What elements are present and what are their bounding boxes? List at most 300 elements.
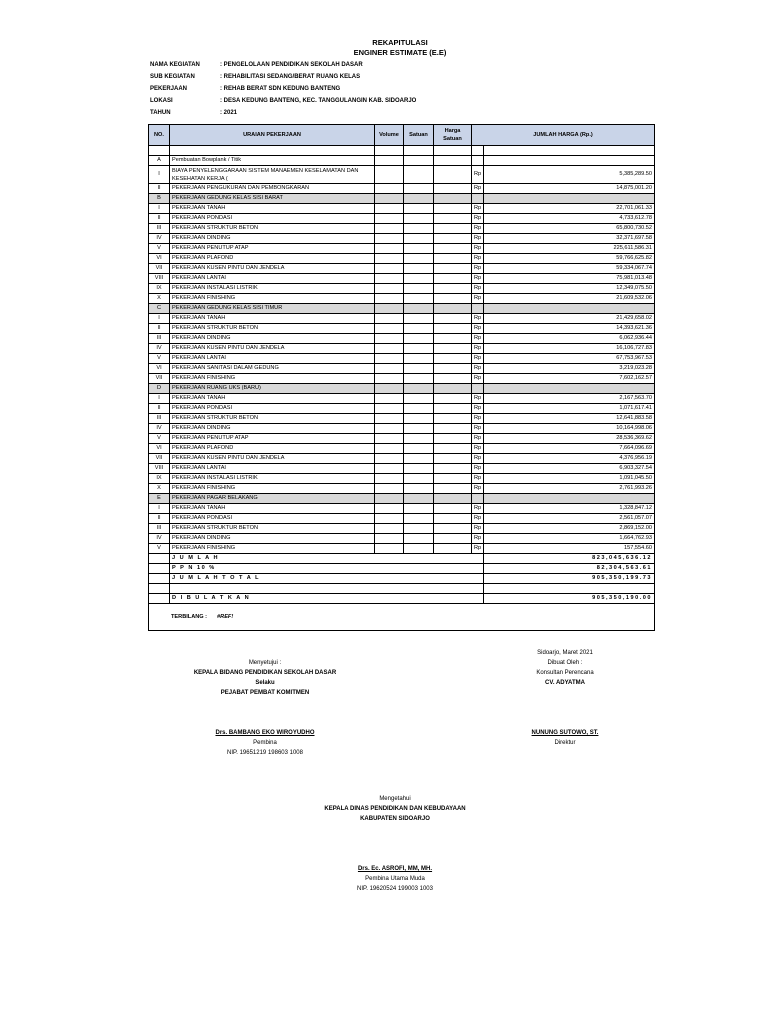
row-harga [434,544,472,554]
row-amount: 14,393,621.36 [484,324,655,334]
row-amount: 2,561,057.07 [484,514,655,524]
row-rp: Rp [472,514,484,524]
table-row [149,194,655,204]
row-satuan [404,204,434,214]
sig-left-line2: KEPALA BIDANG PENDIDIKAN SEKOLAH DASAR [193,670,337,676]
row-satuan [404,234,434,244]
row-label: PEKERJAAN PENUTUP ATAP [170,434,375,444]
blank-cell [170,584,484,594]
row-harga [434,444,472,454]
row-rp [472,194,484,204]
row-satuan [404,444,434,454]
row-label: PEKERJAAN GEDUNG KELAS SISI BARAT [170,194,375,204]
table-row [149,184,655,194]
row-rp: Rp [472,524,484,534]
row-satuan [404,264,434,274]
row-harga [434,424,472,434]
row-harga [434,394,472,404]
row-volume [375,454,404,464]
rekap-table [148,124,655,631]
row-volume [375,484,404,494]
row-amount: 7,664,096.69 [484,444,655,454]
table-header-row [149,125,655,146]
row-rp [472,384,484,394]
meta-row [150,110,237,116]
sig-bottom-line1: Mengetahui [379,796,411,802]
row-label: PEKERJAAN FINISHING [170,484,375,494]
sig-bottom-line2: KEPALA DINAS PENDIDIKAN DAN KEBUDAYAAN [324,806,466,812]
row-label: Pembuatan Bowplank / Titik [170,156,375,166]
row-amount: 2,167,563.70 [484,394,655,404]
sig-right-line2: Konsultan Perencana [536,670,594,676]
sig-right-line3: CV. ADYATMA [545,680,585,686]
summary-spacer [149,554,170,564]
row-satuan [404,156,434,166]
row-amount: 22,701,061.33 [484,204,655,214]
row-rp: Rp [472,274,484,284]
row-volume [375,304,404,314]
summary-amount: 823,045,636.12 [484,554,655,564]
document-title: REKAPITULASI [372,38,428,47]
row-label: PEKERJAAN TANAH [170,204,375,214]
row-amount: 6,062,936.44 [484,334,655,344]
meta-key: PEKERJAAN [150,86,188,92]
row-volume [375,544,404,554]
row-harga [434,166,472,184]
meta-row [150,74,360,80]
sig-left-line1: Menyetujui : [248,660,282,666]
row-label: PEKERJAAN PLAFOND [170,254,375,264]
row-rp: Rp [472,444,484,454]
row-volume [375,184,404,194]
meta-key: NAMA KEGIATAN [150,62,200,68]
row-harga [434,514,472,524]
row-no: I [149,314,170,324]
row-satuan [404,284,434,294]
row-amount [484,304,655,314]
row-volume [375,156,404,166]
row-no: D [149,384,170,394]
table-row [149,156,655,166]
table-row [149,294,655,304]
summary-row [149,564,655,574]
row-volume [375,394,404,404]
row-volume [375,294,404,304]
row-label: PEKERJAAN DINDING [170,534,375,544]
table-row [149,354,655,364]
table-row [149,374,655,384]
row-harga [434,314,472,324]
table-row [149,274,655,284]
row-no: II [149,184,170,194]
table-row [149,364,655,374]
row-volume [375,324,404,334]
row-satuan [404,514,434,524]
row-harga [434,344,472,354]
row-label: PEKERJAAN PAGAR BELAKANG [170,494,375,504]
row-volume [375,474,404,484]
summary-label: J U M L A H T O T A L [170,574,484,584]
row-amount: 6,903,327.54 [484,464,655,474]
row-rp: Rp [472,244,484,254]
meta-key: SUB KEGIATAN [150,74,195,80]
row-no: IX [149,284,170,294]
terbilang-row [149,604,655,631]
rounded-label: D I B U L A T K A N [170,594,484,604]
row-rp: Rp [472,364,484,374]
row-satuan [404,184,434,194]
row-rp: Rp [472,166,484,184]
row-satuan [404,294,434,304]
row-no: V [149,244,170,254]
row-no: VIII [149,274,170,284]
row-volume [375,254,404,264]
row-rp: Rp [472,204,484,214]
row-rp: Rp [472,374,484,384]
meta-value: : REHAB BERAT SDN KEDUNG BANTENG [220,86,341,92]
row-label: PEKERJAAN PONDASI [170,404,375,414]
row-satuan [404,314,434,324]
table-row [149,284,655,294]
row-rp: Rp [472,214,484,224]
row-rp: Rp [472,334,484,344]
sig-left-nip: NIP. 19651219 198603 1008 [227,750,303,756]
row-harga [434,324,472,334]
row-satuan [404,504,434,514]
row-harga [434,384,472,394]
row-rp: Rp [472,284,484,294]
row-harga [434,374,472,384]
row-no: X [149,294,170,304]
row-amount: 65,800,730.52 [484,224,655,234]
table-row [149,514,655,524]
row-no: IV [149,534,170,544]
row-volume [375,344,404,354]
summary-label: J U M L A H [170,554,484,564]
table-row [149,264,655,274]
row-volume [375,314,404,324]
row-volume [375,224,404,234]
summary-amount: 82,304,563.61 [484,564,655,574]
terbilang-cell [149,604,655,631]
row-amount: 12,349,075.50 [484,284,655,294]
row-label: PEKERJAAN TANAH [170,504,375,514]
row-amount: 157,554.60 [484,544,655,554]
row-label: PEKERJAAN STRUKTUR BETON [170,224,375,234]
table-row [149,414,655,424]
row-harga [434,414,472,424]
row-satuan [404,434,434,444]
header-harga: Harga Satuan [434,125,472,146]
row-label: PEKERJAAN TANAH [170,314,375,324]
row-harga [434,434,472,444]
row-no: VII [149,374,170,384]
row-amount: 32,371,697.58 [484,234,655,244]
table-row [149,314,655,324]
table-row [149,254,655,264]
row-harga [434,184,472,194]
row-volume [375,334,404,344]
row-amount: 1,328,847.12 [484,504,655,514]
table-row [149,166,655,184]
row-volume [375,364,404,374]
row-no: II [149,214,170,224]
row-rp: Rp [472,354,484,364]
row-amount [484,156,655,166]
row-volume [375,274,404,284]
row-satuan [404,464,434,474]
row-satuan [404,244,434,254]
table-row [149,464,655,474]
sig-right-name: NUNUNG SUTOWO, ST. [531,730,599,736]
sig-bottom-nip: NIP. 19620524 199003 1003 [357,886,433,892]
row-no: I [149,504,170,514]
row-volume [375,284,404,294]
summary-spacer [149,564,170,574]
row-label: PEKERJAAN DINDING [170,424,375,434]
table-row [149,324,655,334]
row-no: III [149,524,170,534]
row-satuan [404,544,434,554]
row-no: A [149,156,170,166]
row-volume [375,444,404,454]
table-row [149,494,655,504]
row-rp: Rp [472,394,484,404]
row-no: IX [149,474,170,484]
table-row [149,544,655,554]
row-volume [375,514,404,524]
spacer-row [149,146,655,156]
row-satuan [404,334,434,344]
row-label: PEKERJAAN PENUTUP ATAP [170,244,375,254]
row-volume [375,524,404,534]
row-rp [472,494,484,504]
row-satuan [404,524,434,534]
row-no: I [149,166,170,184]
row-amount: 14,875,001.20 [484,184,655,194]
row-harga [434,214,472,224]
row-no: VI [149,444,170,454]
row-label: PEKERJAAN LANTAI [170,274,375,284]
row-satuan [404,364,434,374]
signature-right [500,648,630,748]
row-no: III [149,334,170,344]
row-no: VII [149,264,170,274]
terbilang-value: #REF! [217,614,234,620]
row-satuan [404,194,434,204]
row-no: I [149,204,170,214]
row-satuan [404,424,434,434]
row-harga [434,194,472,204]
row-amount: 12,641,883.58 [484,414,655,424]
row-rp: Rp [472,324,484,334]
meta-value: : 2021 [220,110,238,116]
row-amount: 21,609,532.06 [484,294,655,304]
row-harga [434,354,472,364]
row-volume [375,434,404,444]
row-harga [434,254,472,264]
row-volume [375,194,404,204]
meta-value: : DESA KEDUNG BANTENG, KEC. TANGGULANGIN KAB. SIDOARJO [220,98,417,104]
row-harga [434,304,472,314]
row-satuan [404,484,434,494]
row-harga [434,294,472,304]
row-satuan [404,224,434,234]
row-label: PEKERJAAN STRUKTUR BETON [170,414,375,424]
row-harga [434,244,472,254]
signature-bottom [300,794,490,894]
sig-bottom-rank: Pembina Utama Muda [365,876,425,882]
row-no: VII [149,454,170,464]
row-harga [434,156,472,166]
summary-spacer [149,574,170,584]
table-row [149,474,655,484]
row-rp: Rp [472,474,484,484]
blank-cell [149,584,170,594]
summary-amount: 905,350,199.73 [484,574,655,584]
row-rp: Rp [472,414,484,424]
table-row [149,534,655,544]
blank-cell [484,584,655,594]
row-rp: Rp [472,314,484,324]
rounded-spacer [149,594,170,604]
meta-row [150,98,416,104]
row-rp: Rp [472,424,484,434]
header-volume: Volume [375,125,404,146]
row-label: PEKERJAAN KUSEN PINTU DAN JENDELA [170,454,375,464]
row-label: PEKERJAAN PENGUKURAN DAN PEMBONGKARAN [170,184,375,194]
row-amount: 5,385,289.50 [484,166,655,184]
row-volume [375,264,404,274]
sig-bottom-line3: KABUPATEN SIDOARJO [360,816,430,822]
row-label: PEKERJAAN SANITASI DALAM GEDUNG [170,364,375,374]
row-amount [484,194,655,204]
table-row [149,484,655,494]
row-label: PEKERJAAN TANAH [170,394,375,404]
table-row [149,424,655,434]
row-harga [434,464,472,474]
row-satuan [404,454,434,464]
row-no: IV [149,424,170,434]
row-volume [375,424,404,434]
row-satuan [404,494,434,504]
row-harga [434,474,472,484]
row-satuan [404,214,434,224]
row-rp: Rp [472,484,484,494]
row-satuan [404,414,434,424]
meta-value: : PENGELOLAAN PENDIDIKAN SEKOLAH DASAR [220,62,363,68]
row-volume [375,244,404,254]
row-no: B [149,194,170,204]
sig-left-rank: Pembina [253,740,277,746]
table-row [149,444,655,454]
sig-right-rank: Direktur [554,740,576,746]
table-row [149,224,655,234]
row-amount: 225,611,586.31 [484,244,655,254]
row-amount: 21,429,658.02 [484,314,655,324]
row-no: III [149,414,170,424]
header-uraian: URAIAN PEKERJAAN [170,125,375,146]
meta-row [150,86,340,92]
row-rp: Rp [472,434,484,444]
summary-row [149,554,655,564]
row-rp [472,156,484,166]
row-satuan [404,374,434,384]
row-harga [434,284,472,294]
row-rp: Rp [472,344,484,354]
row-rp: Rp [472,454,484,464]
row-label: PEKERJAAN STRUKTUR BETON [170,324,375,334]
row-volume [375,504,404,514]
header-satuan: Satuan [404,125,434,146]
row-satuan [404,166,434,184]
summary-label: P P N 10 % [170,564,484,574]
row-harga [434,364,472,374]
row-no: IV [149,234,170,244]
row-amount: 4,733,612.78 [484,214,655,224]
row-rp: Rp [472,464,484,474]
row-amount: 1,091,045.50 [484,474,655,484]
row-label: PEKERJAAN INSTALASI LISTRIK [170,474,375,484]
row-no: V [149,434,170,444]
row-label: BIAYA PENYELENGGARAAN SISTEM MANAEMEN KESELAMATAN DAN KESEHATAN KERJA ( [170,166,375,184]
row-no: II [149,324,170,334]
row-satuan [404,354,434,364]
meta-key: LOKASI [150,98,173,104]
meta-key: TAHUN [150,110,171,116]
row-amount: 2,761,993.26 [484,484,655,494]
row-no: C [149,304,170,314]
row-volume [375,234,404,244]
terbilang-label: TERBILANG : [171,614,208,620]
row-label: PEKERJAAN RUANG UKS (BARU) [170,384,375,394]
sig-right-line1: Dibuat Oleh : [547,660,583,666]
summary-row [149,574,655,584]
row-harga [434,404,472,414]
row-amount: 7,602,162.57 [484,374,655,384]
row-volume [375,204,404,214]
row-volume [375,404,404,414]
row-amount: 2,869,152.00 [484,524,655,534]
row-label: PEKERJAAN FINISHING [170,294,375,304]
table-row [149,214,655,224]
row-rp: Rp [472,184,484,194]
row-rp: Rp [472,504,484,514]
row-amount: 10,164,998.06 [484,424,655,434]
row-label: PEKERJAAN DINDING [170,334,375,344]
table-row [149,344,655,354]
blank-row [149,584,655,594]
row-harga [434,264,472,274]
row-no: III [149,224,170,234]
row-amount: 16,106,727.83 [484,344,655,354]
row-harga [434,524,472,534]
row-harga [434,454,472,464]
row-label: PEKERJAAN PLAFOND [170,444,375,454]
row-no: VIII [149,464,170,474]
row-no: I [149,394,170,404]
row-harga [434,274,472,284]
row-volume [375,214,404,224]
row-satuan [404,274,434,284]
row-volume [375,166,404,184]
table-row [149,244,655,254]
row-no: X [149,484,170,494]
row-no: VI [149,364,170,374]
row-rp: Rp [472,224,484,234]
row-label: PEKERJAAN PONDASI [170,214,375,224]
row-harga [434,504,472,514]
